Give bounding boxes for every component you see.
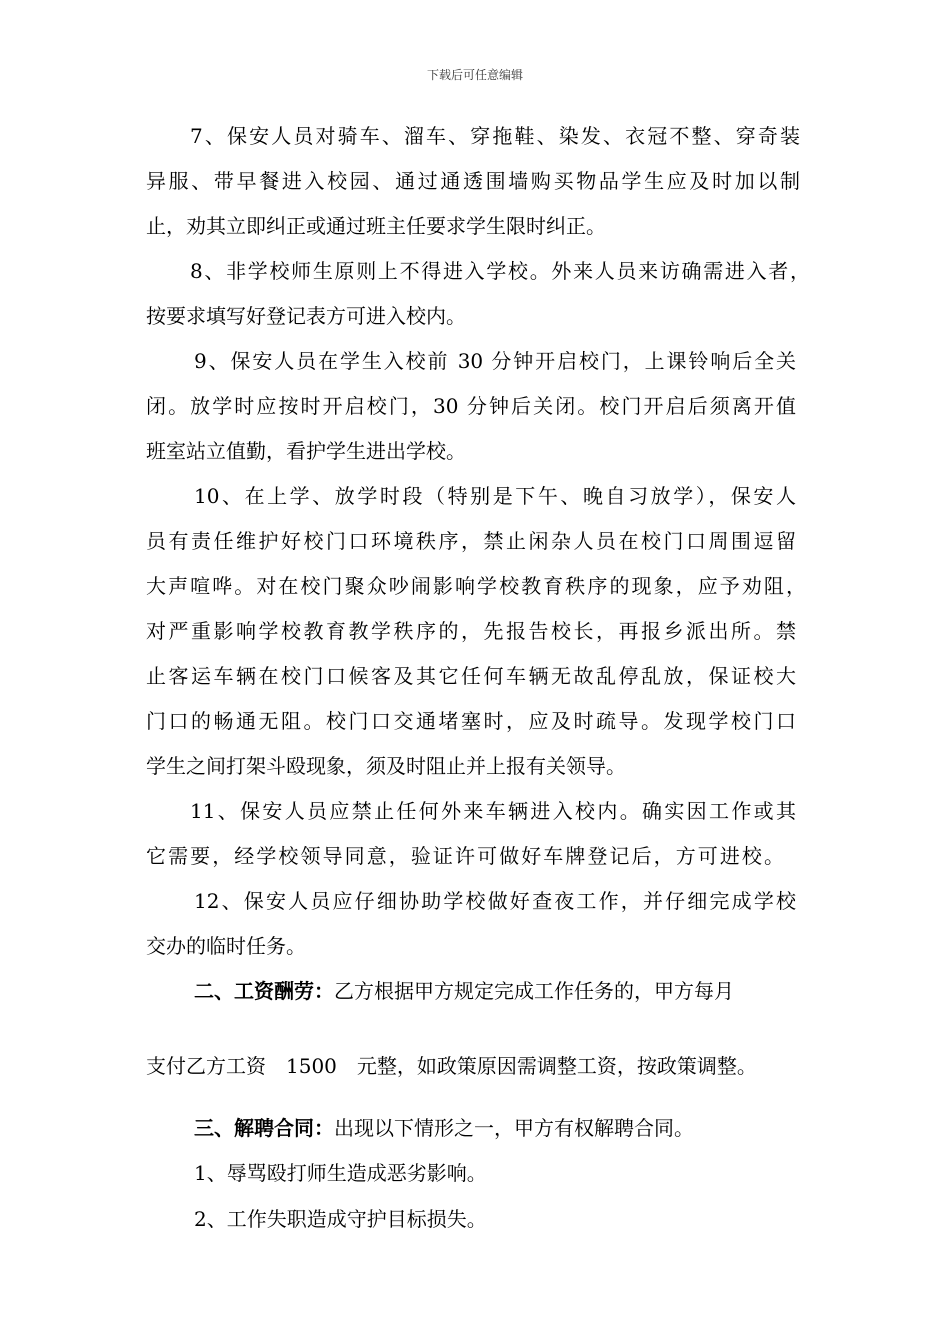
paragraph-8-line-1: 8、非学校师生原则上不得进入学校。外来人员来访确需进入者， xyxy=(190,259,810,283)
page-header: 下载后可任意编辑 xyxy=(426,68,523,82)
paragraph-10-line-3: 大声喧哗。对在校门聚众吵闹影响学校教育秩序的现象，应予劝阻， xyxy=(146,574,806,598)
paragraph-10-line-6: 门口的畅通无阻。校门口交通堵塞时，应及时疏导。发现学校门口 xyxy=(146,709,796,733)
section-3-item-1: 1、辱骂殴打师生造成恶劣影响。 xyxy=(194,1161,487,1185)
section-3-line-1 xyxy=(194,1116,694,1140)
paragraph-11-line-2: 它需要，经学校领导同意，验证许可做好车牌登记后，方可进校。 xyxy=(146,844,784,868)
paragraph-10-line-7: 学生之间打架斗殴现象，须及时阻止并上报有关领导。 xyxy=(146,754,626,778)
paragraph-11-line-1: 11、保安人员应禁止任何外来车辆进入校内。确实因工作或其 xyxy=(190,799,796,823)
paragraph-9-line-1: 9、保安人员在学生入校前 30 分钟开启校门，上课铃响后全关 xyxy=(194,349,796,373)
paragraph-8-line-2: 按要求填写好登记表方可进入校内。 xyxy=(146,304,466,328)
section-3-item-2: 2、工作失职造成守护目标损失。 xyxy=(194,1207,487,1231)
paragraph-10-line-1: 10、在上学、放学时段（特别是下午、晚自习放学），保安人 xyxy=(194,484,796,508)
paragraph-12-line-2: 交办的临时任务。 xyxy=(146,934,306,958)
section-3-heading: 三、解聘合同： xyxy=(194,1116,334,1140)
paragraph-7-line-3: 止，劝其立即纠正或通过班主任要求学生限时纠正。 xyxy=(146,214,606,238)
section-2-line-1 xyxy=(194,979,734,1003)
paragraph-12-line-1: 12、保安人员应仔细协助学校做好查夜工作，并仔细完成学校 xyxy=(194,889,796,913)
section-3-text: 出现以下情形之一，甲方有权解聘合同。 xyxy=(334,1116,694,1140)
paragraph-9-line-2: 闭。放学时应按时开启校门，30 分钟后关闭。校门开启后须离开值 xyxy=(146,394,796,418)
paragraph-10-line-5: 止客运车辆在校门口候客及其它任何车辆无故乱停乱放，保证校大 xyxy=(146,664,796,688)
paragraph-10-line-4: 对严重影响学校教育教学秩序的，先报告校长，再报乡派出所。禁 xyxy=(146,619,796,643)
section-2-line-2: 支付乙方工资 1500 元整，如政策原因需调整工资，按政策调整。 xyxy=(146,1054,757,1078)
paragraph-7-line-1: 7、保安人员对骑车、溜车、穿拖鞋、染发、衣冠不整、穿奇装 xyxy=(190,124,800,148)
paragraph-9-line-3: 班室站立值勤，看护学生进出学校。 xyxy=(146,439,466,463)
paragraph-7-line-2: 异服、带早餐进入校园、通过通透围墙购买物品学生应及时加以制 xyxy=(146,169,800,193)
section-2-heading: 二、工资酬劳： xyxy=(194,979,334,1003)
section-2-text: 乙方根据甲方规定完成工作任务的，甲方每月 xyxy=(334,979,734,1003)
paragraph-10-line-2: 员有责任维护好校门口环境秩序，禁止闲杂人员在校门口周围逗留 xyxy=(146,529,796,553)
